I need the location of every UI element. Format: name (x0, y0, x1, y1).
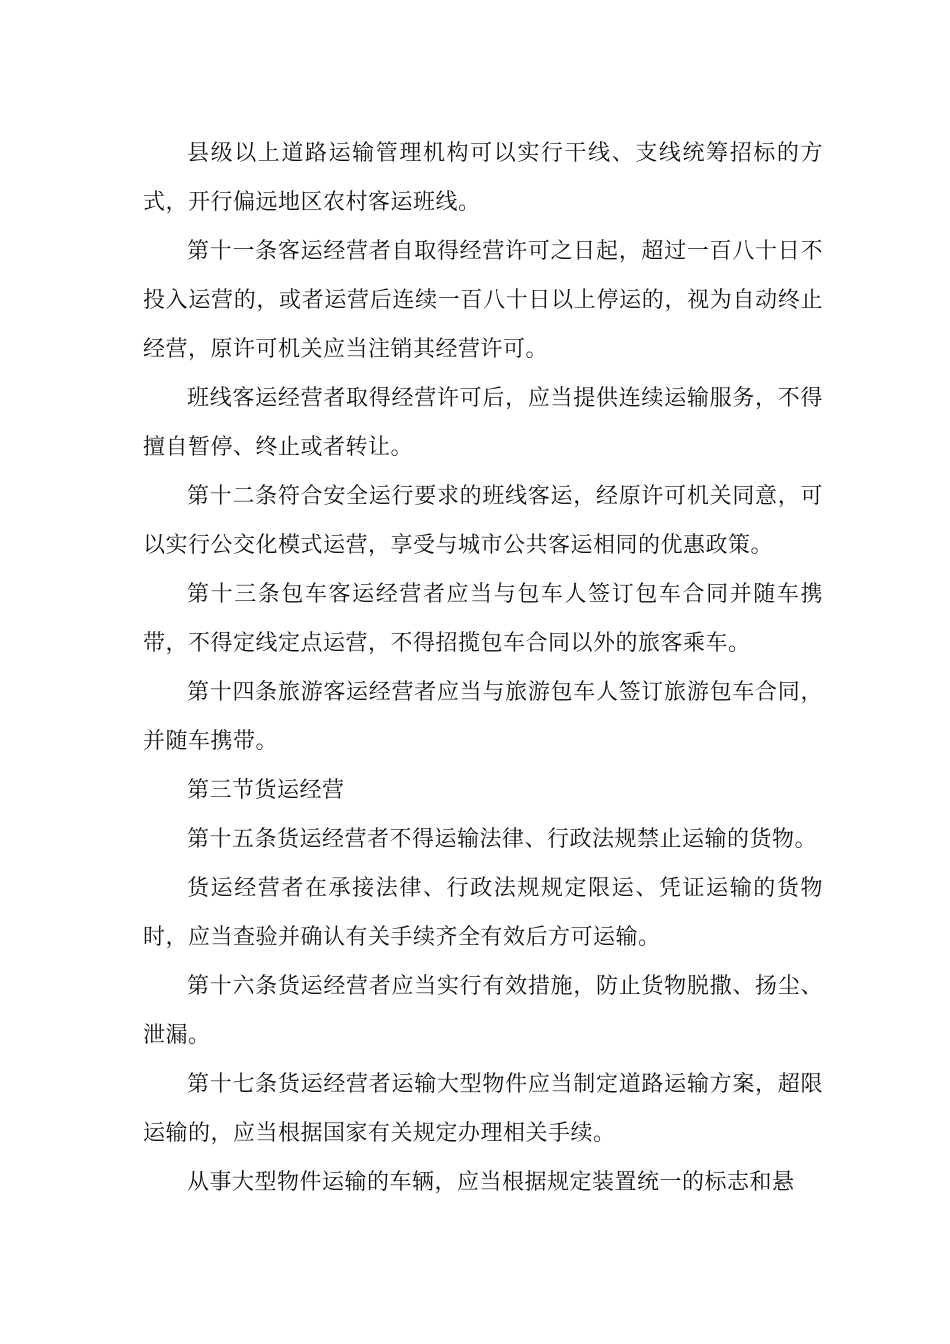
paragraph: 第十四条旅游客运经营者应当与旅游包车人签订旅游包车合同，并随车携带。 (143, 680, 823, 754)
paragraph: 从事大型物件运输的车辆，应当根据规定装置统一的标志和悬 (187, 1170, 795, 1195)
paragraph: 第十六条货运经营者应当实行有效措施，防止货物脱撒、扬尘、泄漏。 (143, 974, 823, 1048)
paragraph: 第十二条符合安全运行要求的班线客运，经原许可机关同意，可以实行公交化模式运营，享受与城市公共客运相同的优惠政策。 (143, 484, 823, 558)
paragraph: 县级以上道路运输管理机构可以实行干线、支线统筹招标的方式，开行偏远地区农村客运班线。 (143, 141, 823, 215)
section-heading: 第三节货运经营 (187, 778, 345, 803)
paragraph: 货运经营者在承接法律、行政法规规定限运、凭证运输的货物时，应当查验并确认有关手续齐全有效后方可运输。 (143, 876, 823, 950)
document-body (143, 129, 823, 1207)
paragraph: 第十三条包车客运经营者应当与包车人签订包车合同并随车携带，不得定线定点运营，不得招揽包车合同以外的旅客乘车。 (143, 582, 823, 656)
paragraph: 班线客运经营者取得经营许可后，应当提供连续运输服务，不得擅自暂停、终止或者转让。 (143, 386, 823, 460)
paragraph: 第十七条货运经营者运输大型物件应当制定道路运输方案，超限运输的，应当根据国家有关规定办理相关手续。 (143, 1072, 823, 1146)
paragraph: 第十五条货运经营者不得运输法律、行政法规禁止运输的货物。 (187, 827, 818, 852)
paragraph: 第十一条客运经营者自取得经营许可之日起，超过一百八十日不投入运营的，或者运营后连续一百八十日以上停运的，视为自动终止经营，原许可机关应当注销其经营许可。 (143, 239, 823, 362)
